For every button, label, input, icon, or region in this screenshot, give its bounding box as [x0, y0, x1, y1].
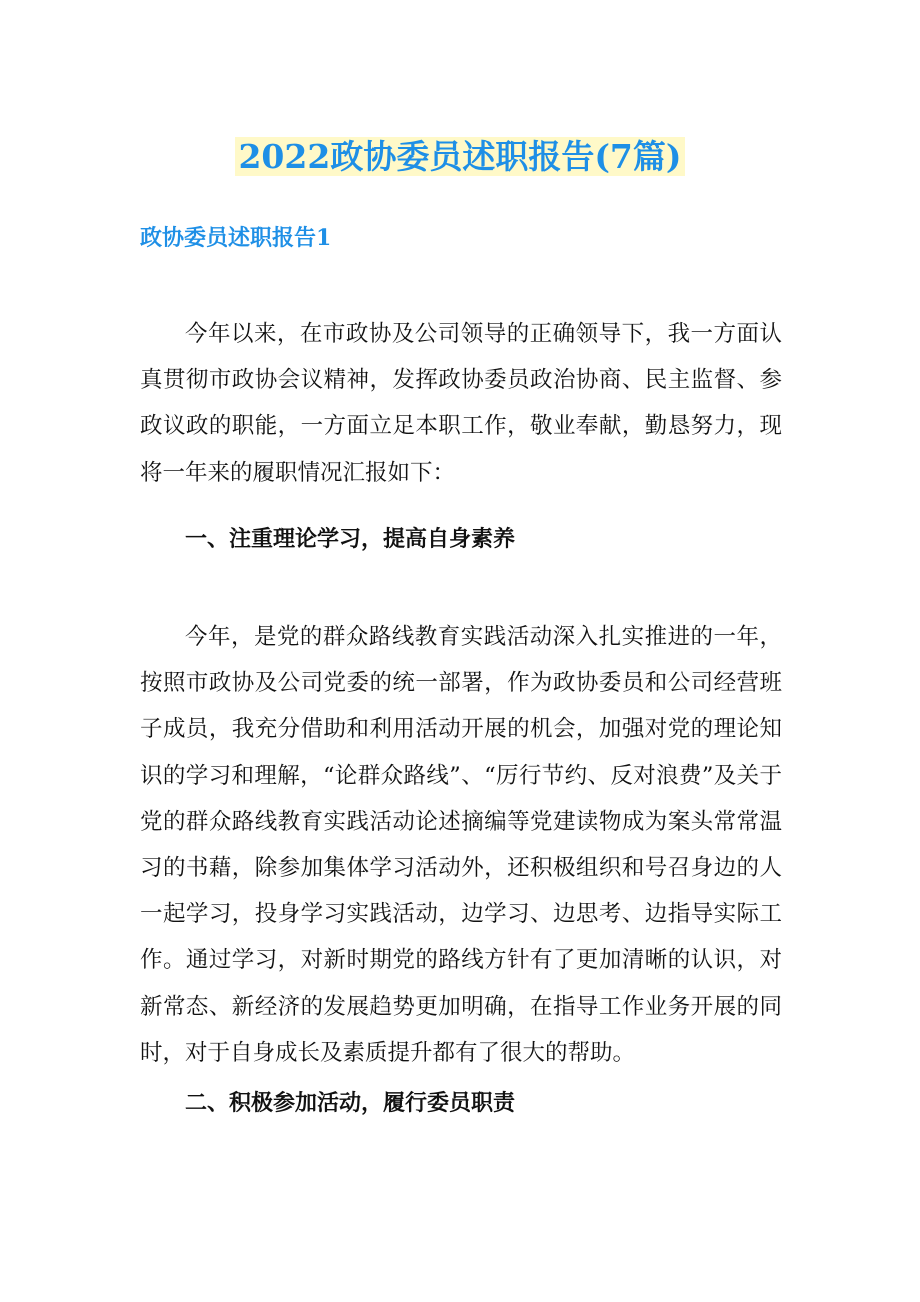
heading-theory-study: 一、注重理论学习，提高自身素养: [185, 526, 516, 552]
heading-activities: 二、积极参加活动，履行委员职责: [185, 1090, 516, 1116]
paragraph-intro: 今年以来，在市政协及公司领导的正确领导下，我一方面认真贯彻市政协会议精神，发挥政协委员政治协商、民主监督、参政议政的职能，一方面立足本职工作，敬业奉献，勤恳努力，现将一年来的履职情况汇报如下：: [140, 321, 782, 486]
paragraph-theory-study: 今年，是党的群众路线教育实践活动深入扎实推进的一年，按照市政协及公司党委的统一部署，作为政协委员和公司经营班子成员，我充分借助和利用活动开展的机会，加强对党的理论知识的学习和理解，“论群众路线”、“厉行节约、反对浪费”及关于党的群众路线教育实践活动论述摘编等党建读物成为案头常常温习的书藉，除参加集体学习活动外，还积极组织和号召身边的人一起学习，投身学习实践活动，边学习、边思考、边指导实际工作。通过学习，对新时期党的路线方针有了更加清晰的认识，对新常态、新经济的发展趋势更加明确，在指导工作业务开展的同时，对于自身成长及素质提升都有了很大的帮助。: [140, 624, 782, 1066]
document-title-text: 2022政协委员述职报告(7篇): [235, 137, 684, 176]
document-title: [0, 131, 920, 183]
section-title: 政协委员述职报告1: [140, 225, 332, 251]
